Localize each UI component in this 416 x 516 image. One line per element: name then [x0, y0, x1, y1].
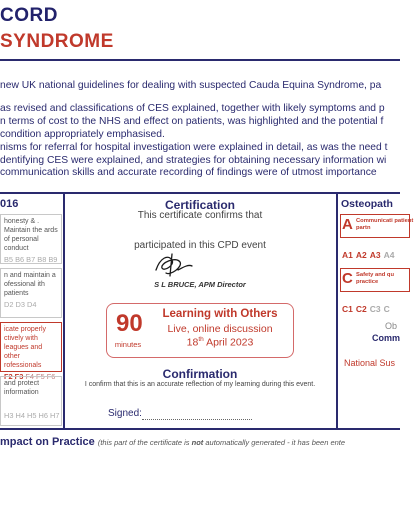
objective-label: Ob [385, 321, 398, 331]
column-divider [63, 192, 65, 430]
code-c2: C2 [355, 304, 367, 314]
intro-line: n terms of cost to the NHS and effect on patients, was highlighted and the potential f [0, 116, 384, 127]
code-a4: A4 [383, 250, 395, 260]
standard-text: and protect information [4, 380, 40, 396]
signature-line [142, 419, 252, 420]
standard-codes: B5 B6 B7 B8 B9 [4, 255, 58, 264]
osteopath-standards-title: Osteopath [341, 198, 393, 210]
standard-letter-c: C [342, 270, 353, 287]
cpd-date-suffix: th [198, 336, 204, 343]
standards-year-title: 016 [0, 198, 19, 210]
code-c1: C1 [342, 304, 353, 314]
standard-box-f-selected [0, 322, 62, 381]
intro-line: communication skills and accurate recording of findings were of utmost importance [0, 167, 377, 178]
confirmation-text: I confirm that this is an accurate reflection of my learning during this event. [84, 381, 316, 388]
certification-event-text: participated in this CPD event [134, 240, 266, 251]
cpd-mode: Live, online discussion [167, 323, 273, 335]
standard-text: n and maintain a ofessional ith patients [4, 272, 56, 297]
cpd-category: Learning with Others [162, 308, 278, 320]
certification-heading: Certification [164, 198, 235, 212]
communication-label: Comm [372, 333, 401, 343]
intro-line: nisms for referral for hospital investigation were explained in detail, as was the need t [0, 142, 388, 153]
certificate-title-line2: SYNDROME [0, 31, 114, 52]
standard-c-text: Safety and qu practice [356, 272, 395, 285]
impact-on-practice-heading [0, 436, 345, 448]
column-divider [336, 192, 338, 430]
intro-line: condition appropriately emphasised. [0, 129, 165, 140]
standard-a-text: Communicati patient partn [356, 218, 414, 231]
confirmation-heading: Confirmation [162, 367, 238, 381]
cpd-date [150, 336, 290, 349]
signed-label: Signed: [108, 408, 142, 419]
standard-codes: H3 H4 H5 H6 H7 [4, 411, 60, 420]
active-codes: F2 F3 [4, 372, 24, 381]
national-label: National Sus [344, 358, 396, 368]
header-divider [0, 59, 400, 61]
signatory-name: S L BRUCE, APM Director [154, 280, 246, 289]
standard-c-codes [342, 304, 393, 314]
code-a1: A1 [342, 250, 353, 260]
standard-codes: D2 D3 D4 [4, 300, 37, 309]
intro-line: new UK national guidelines for dealing with suspected Cauda Equina Syndrome, pa [0, 80, 382, 91]
cpd-duration-unit: minutes [114, 340, 142, 349]
standard-letter-a: A [342, 216, 353, 233]
standard-box-d [0, 268, 62, 318]
standard-text: honesty & . Maintain the ards of personal conduct [4, 218, 58, 252]
certification-subtitle: This certificate confirms that [137, 210, 263, 221]
impact-note: (this part of the certificate is not automatically generated - it has been ente [97, 438, 346, 447]
standard-a-codes [342, 250, 398, 260]
code-a3: A3 [369, 250, 381, 260]
cpd-date-rest: April 2023 [206, 336, 254, 349]
certificate-title-line1: CORD [0, 5, 58, 26]
cpd-date-day: 18 [186, 336, 199, 349]
code-c3: C3 [369, 304, 381, 314]
cpd-duration-value: 90 [116, 310, 143, 337]
impact-title: mpact on Practice [0, 436, 95, 448]
code-a2: A2 [355, 250, 367, 260]
inactive-codes: F4 F5 F6 [25, 372, 56, 381]
code-c4: C [383, 304, 390, 314]
director-signature-icon [150, 250, 195, 280]
standard-text: icate properly ctively with leagues and other rofessionals [4, 326, 47, 369]
intro-line: dentifying CES were explained, and strategies for obtaining necessary information wi [0, 155, 387, 166]
standard-box-h [0, 376, 62, 426]
intro-line: as revised and classifications of CES explained, together with likely symptoms and p [0, 103, 385, 114]
standard-box-b [0, 214, 62, 264]
